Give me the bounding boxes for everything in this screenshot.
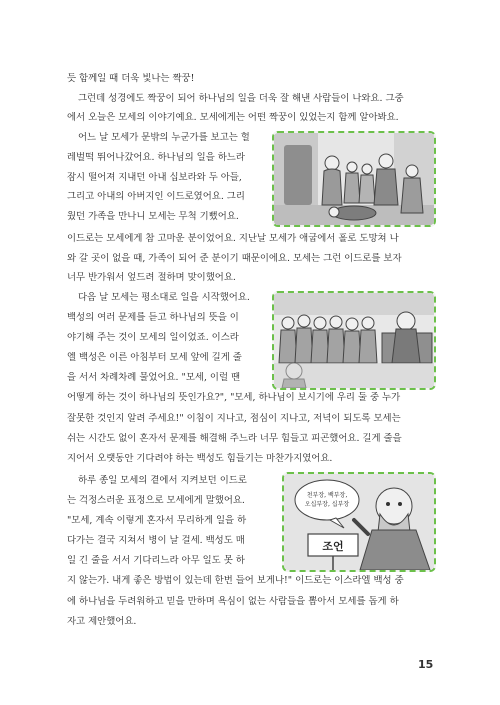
speech-bubble-line-1: 천부장, 백부장, xyxy=(306,492,348,499)
text-line: 레벌떡 뛰어나갔어요. 하나님의 일을 하느라 xyxy=(67,152,245,163)
jethro-advice-drawing xyxy=(284,474,434,570)
text-line: 지 않는가. 내게 좋은 방법이 있는데 한번 들어 보게나!" 이드로는 이스라엘 백성 중 xyxy=(67,575,404,586)
text-line: 쉬는 시간도 없이 혼자서 문제를 해결해 주느라 너무 힘들고 피곤했어요. 길게 줄을 xyxy=(67,433,402,444)
text-line: 듯 함께일 때 더욱 빛나는 짝꿍! xyxy=(67,73,195,84)
text-line: 잘못한 것인지 알려 주세요!" 이침이 지나고, 점심이 지나고, 저녁이 되도록 모세는 xyxy=(67,413,401,424)
moses-judging-drawing xyxy=(274,293,434,388)
text-line: 에 하나님을 두려워하고 믿을 만하며 욕심이 없는 사람들을 뽑아서 모세를 돕게 하 xyxy=(67,596,399,607)
illustration-jethro-advice xyxy=(282,472,436,572)
text-line: 다음 날 모세는 평소대로 일을 시작했어요. xyxy=(78,292,250,303)
text-line: 는 걱정스러운 표정으로 모세에게 말했어요. xyxy=(67,495,245,506)
text-line: 그리고 아내의 아버지인 이드로였어요. 그리 xyxy=(67,191,245,202)
text-line: 을 서서 차례차례 물었어요. "모세, 이럴 땐 xyxy=(67,372,241,383)
text-line: 다가는 결국 지쳐서 병이 날 걸세. 백성도 매 xyxy=(67,535,245,546)
text-line: 그런데 성경에도 짝꿍이 되어 하나님의 일을 더욱 잘 해낸 사람들이 나와요. 그중 xyxy=(78,93,404,104)
text-line: 자고 제안했어요. xyxy=(67,616,137,627)
text-line: 웠던 가족을 만나니 모세는 무척 기뻤어요. xyxy=(67,211,239,222)
advice-sign-label: 조언 xyxy=(322,540,344,553)
illustration-moses-judging xyxy=(272,291,436,390)
text-line: 에서 오늘은 모세의 이야기예요. 모세에게는 어떤 짝꿍이 있었는지 함께 알아봐요. xyxy=(67,112,399,123)
text-line: "모세, 계속 이렇게 혼자서 무리하게 일을 하 xyxy=(67,515,247,526)
text-line: 너무 반가워서 엎드려 절하며 맞이했어요. xyxy=(67,272,236,283)
text-line: 어느 날 모세가 문밖의 누군가를 보고는 헐 xyxy=(78,132,250,143)
text-line: 백성의 여러 문제를 듣고 하나님의 뜻을 이 xyxy=(67,312,239,323)
text-line: 하루 종일 모세의 곁에서 지켜보던 이드로 xyxy=(78,475,247,486)
text-line: 엘 백성은 이른 아침부터 모세 앞에 길게 줄 xyxy=(67,352,242,363)
text-line: 지어서 오랫동안 기다려야 하는 백성도 힘들기는 마찬가지였어요. xyxy=(67,453,333,464)
page-number: 15 xyxy=(418,658,434,671)
speech-bubble-line-2: 오십부장, 십부장 xyxy=(304,501,350,508)
text-line: 이드로는 모세에게 참 고마운 분이었어요. 지난날 모세가 애굽에서 홀로 도망쳐 나 xyxy=(67,233,399,244)
illustration-family-reunion xyxy=(272,131,436,227)
text-line: 어떻게 하는 것이 하나님의 뜻인가요?", "모세, 하나님이 보시기에 우리 둘 중 누가 xyxy=(67,392,401,403)
text-line: 와 갈 곳이 없을 때, 가족이 되어 준 분이기 때문이에요. 모세는 그런 이드로를 보자 xyxy=(67,253,402,264)
text-line: 잠시 떨어져 지내던 아내 십보라와 두 아들, xyxy=(67,172,242,183)
text-line: 일 긴 줄을 서서 기다리느라 아무 일도 못 하 xyxy=(67,555,245,566)
family-reunion-drawing xyxy=(274,133,434,225)
text-line: 야기해 주는 것이 모세의 일이었죠. 이스라 xyxy=(67,332,239,343)
